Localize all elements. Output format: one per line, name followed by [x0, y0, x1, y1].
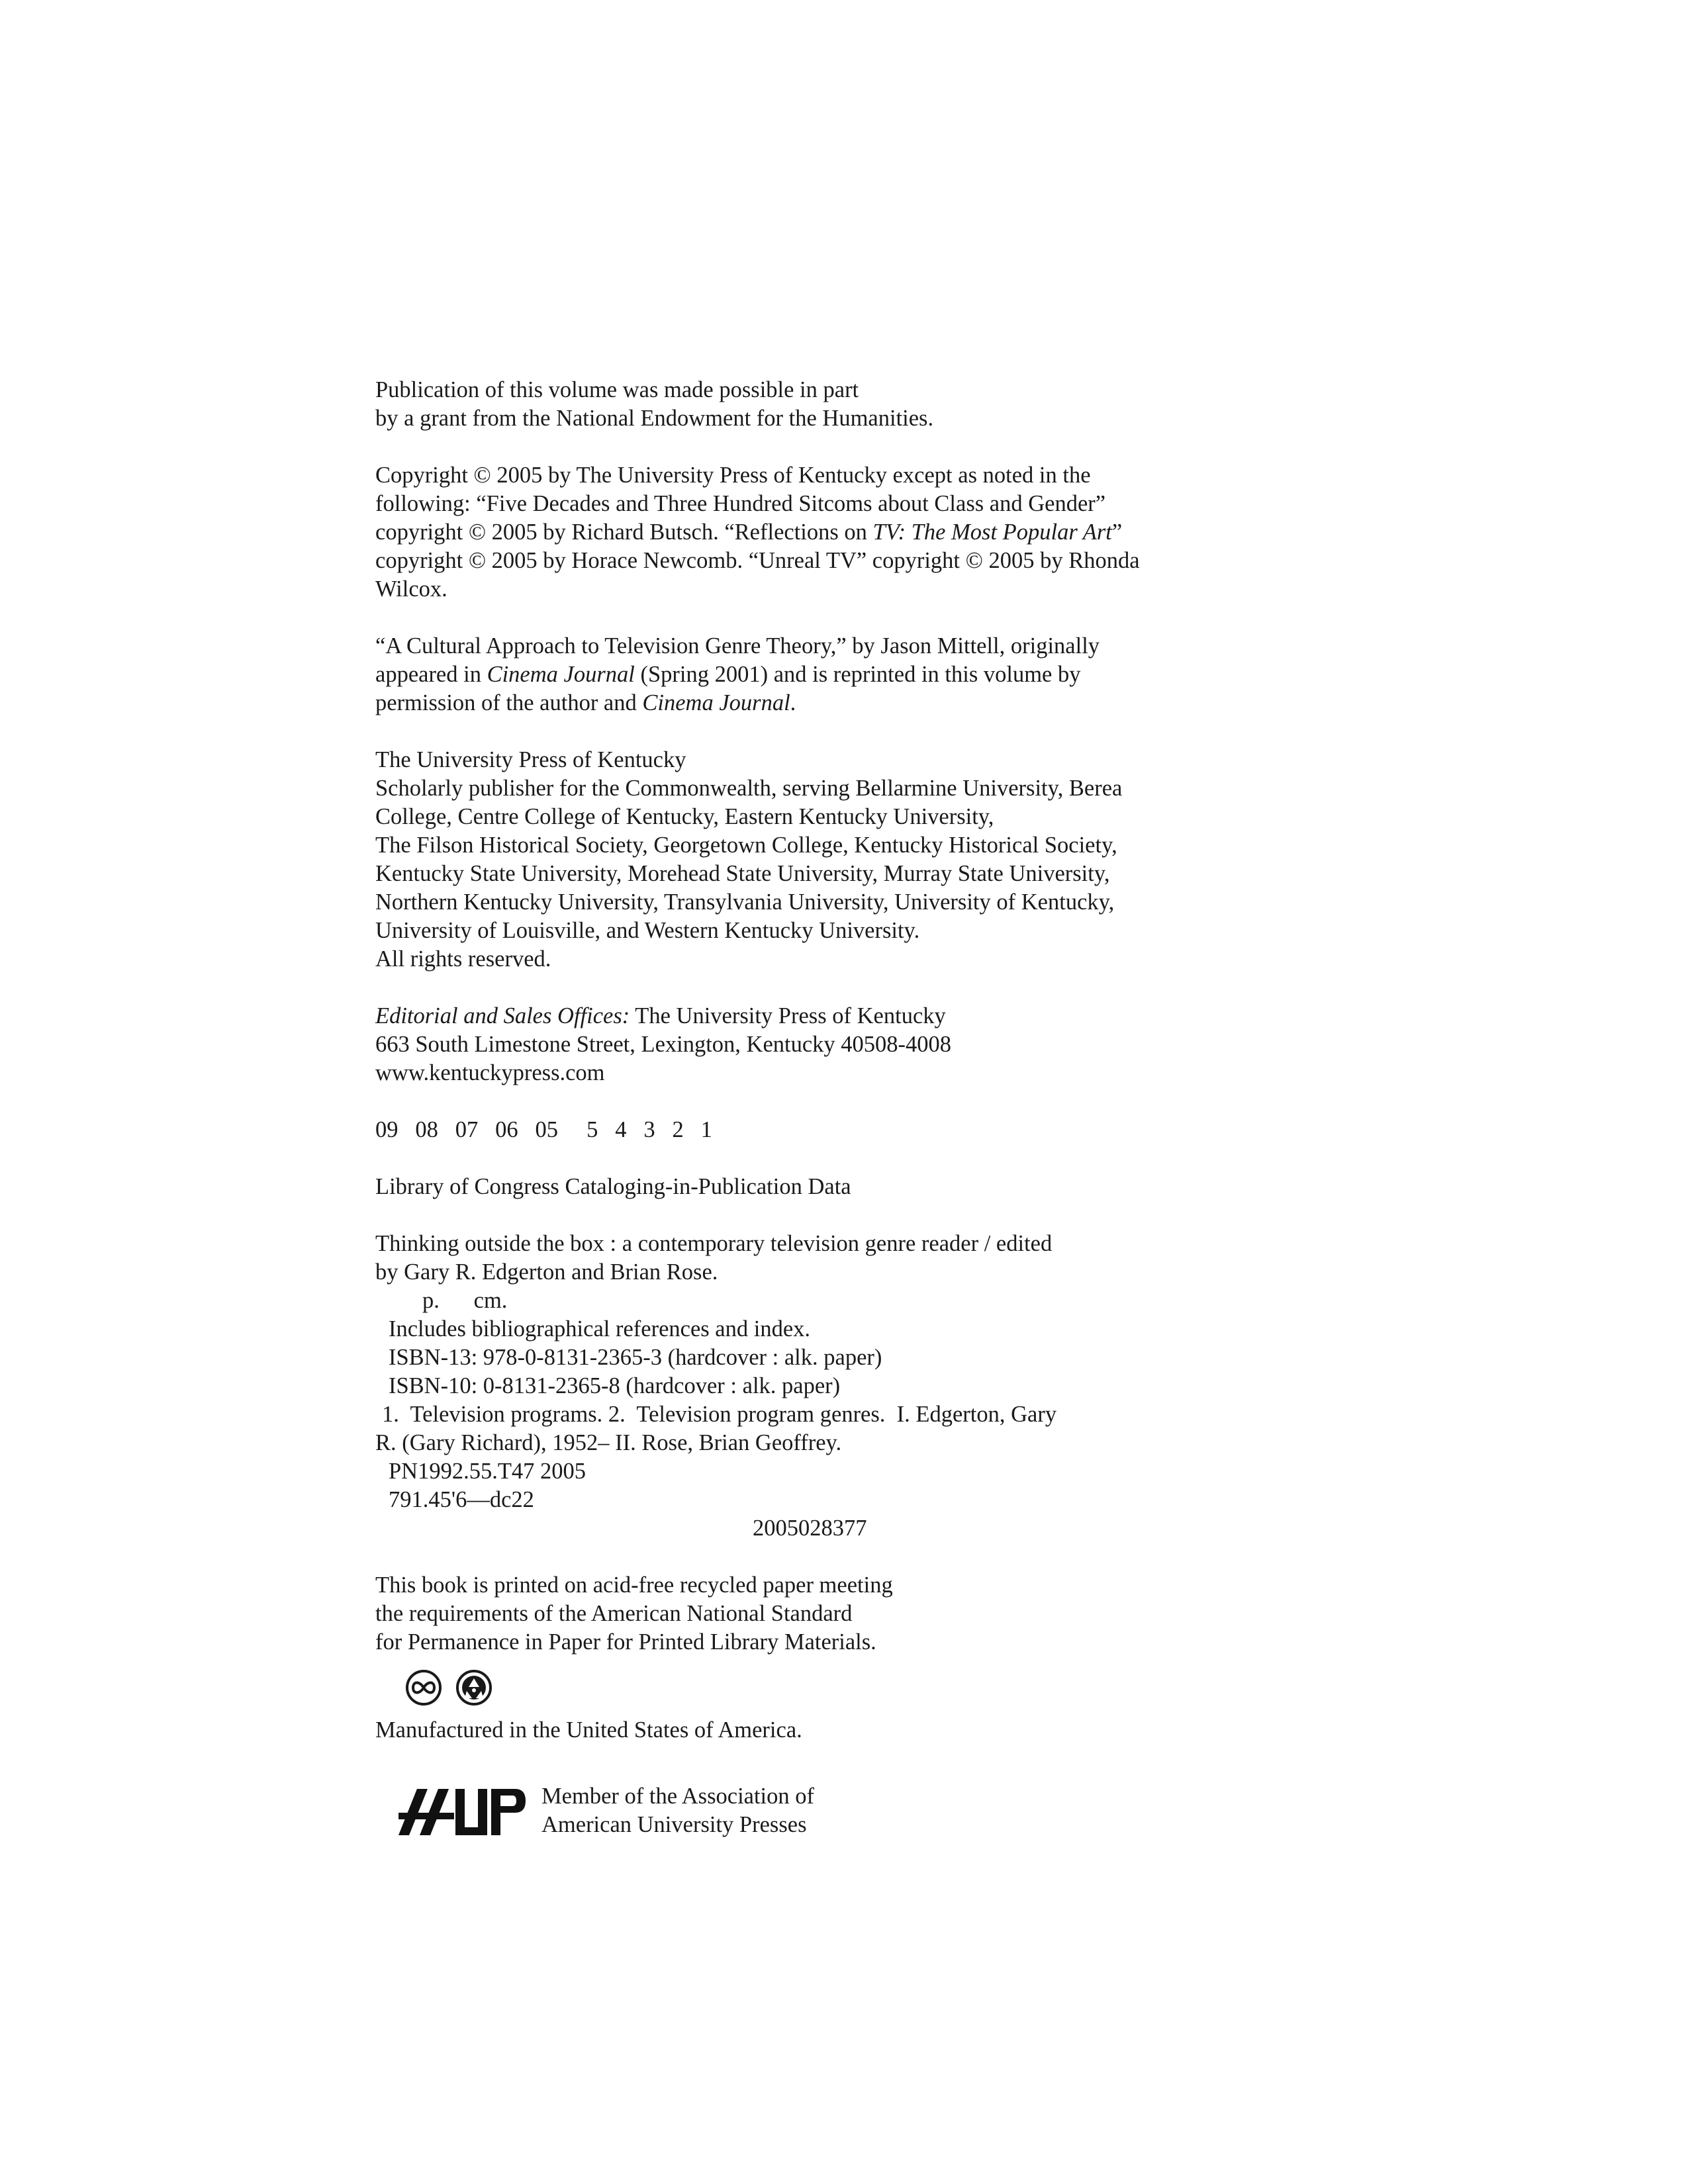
reprint-text-end: .: [790, 690, 796, 715]
grant-line-2: by a grant from the National Endowment for the Humanities.: [375, 406, 934, 431]
reprint-line-3: [375, 689, 796, 718]
infinity-icon: [405, 1669, 442, 1706]
cip-subjects-line-1: 1. Television programs. 2. Television program genres. I. Edgerton, Gary: [382, 1402, 1057, 1427]
offices-address: 663 South Limestone Street, Lexington, Kentucky 40508-4008: [375, 1032, 952, 1057]
paper-line-1: This book is printed on acid-free recycled paper meeting: [375, 1572, 893, 1598]
copyright-text: copyright © 2005 by Richard Butsch. “Reflections on: [375, 520, 873, 545]
book-title: TV: The Most Popular Art: [872, 520, 1112, 545]
journal-title: Cinema Journal: [487, 662, 635, 687]
publisher-description-line: The Filson Historical Society, Georgetown College, Kentucky Historical Society,: [375, 833, 1117, 858]
publisher-name: The University Press of Kentucky: [375, 747, 686, 772]
recycled-icon: [455, 1669, 492, 1706]
cip-subjects-line-2: R. (Gary Richard), 1952– II. Rose, Brian Geoffrey.: [375, 1430, 842, 1455]
cip-dewey: 791.45'6—dc22: [389, 1487, 534, 1512]
copyright-line-4: copyright © 2005 by Horace Newcomb. “Unreal TV” copyright © 2005 by Rhonda: [375, 548, 1140, 573]
reprint-text: permission of the author and: [375, 690, 643, 715]
offices-website: www.kentuckypress.com: [375, 1060, 605, 1085]
paper-line-2: the requirements of the American National Standard: [375, 1601, 853, 1626]
publisher-description-line: Northern Kentucky University, Transylvania University, University of Kentucky,: [375, 889, 1115, 915]
aaup-line-2: American University Presses: [541, 1812, 807, 1837]
reprint-line-2: [375, 660, 1081, 690]
copyright-line-2: following: “Five Decades and Three Hundred Sitcoms about Class and Gender”: [375, 491, 1106, 516]
manufactured: Manufactured in the United States of America.: [375, 1717, 802, 1743]
offices-label: Editorial and Sales Offices:: [375, 1003, 630, 1028]
grant-line-1: Publication of this volume was made possible in part: [375, 377, 859, 402]
offices-line: [375, 1002, 946, 1031]
cip-title-line-1: Thinking outside the box : a contemporary television genre reader / edited: [375, 1231, 1053, 1256]
cip-lccn: 2005028377: [753, 1516, 867, 1541]
reprint-line-1: “A Cultural Approach to Television Genre Theory,” by Jason Mittell, originally: [375, 633, 1100, 659]
offices-name: The University Press of Kentucky: [630, 1003, 946, 1028]
reprint-text: appeared in: [375, 662, 487, 687]
aaup-line-1: Member of the Association of: [541, 1784, 814, 1809]
reprint-text-end: (Spring 2001) and is reprinted in this volume by: [634, 662, 1081, 687]
publisher-description-line: College, Centre College of Kentucky, Eastern Kentucky University,: [375, 804, 994, 829]
cip-title-line-2: by Gary R. Edgerton and Brian Rose.: [375, 1259, 718, 1285]
cip-notes: Includes bibliographical references and index.: [389, 1316, 811, 1342]
publisher-description-line: University of Louisville, and Western Kentucky University.: [375, 918, 920, 943]
rights-reserved: All rights reserved.: [375, 946, 551, 972]
cip-isbn13: ISBN-13: 978-0-8131-2365-3 (hardcover : alk. paper): [389, 1345, 882, 1370]
aaup-logo: [399, 1789, 526, 1835]
cip-isbn10: ISBN-10: 0-8131-2365-8 (hardcover : alk. paper): [389, 1373, 841, 1398]
copyright-line-1: Copyright © 2005 by The University Press of Kentucky except as noted in the: [375, 463, 1091, 488]
copyright-line-5: Wilcox.: [375, 576, 447, 602]
cip-physical: p. cm.: [422, 1288, 508, 1313]
publisher-description-line: Kentucky State University, Morehead State University, Murray State University,: [375, 861, 1110, 886]
copyright-text-end: ”: [1111, 520, 1123, 545]
paper-line-3: for Permanence in Paper for Printed Library Materials.: [375, 1629, 876, 1655]
printing-line: 09 08 07 06 05 5 4 3 2 1: [375, 1117, 712, 1142]
journal-title: Cinema Journal: [642, 690, 790, 715]
cip-heading: Library of Congress Cataloging-in-Publication Data: [375, 1174, 851, 1199]
cip-lc-class: PN1992.55.T47 2005: [389, 1459, 586, 1484]
copyright-line-3: [375, 518, 1122, 547]
publisher-description-line: Scholarly publisher for the Commonwealth, serving Bellarmine University, Berea: [375, 776, 1123, 801]
